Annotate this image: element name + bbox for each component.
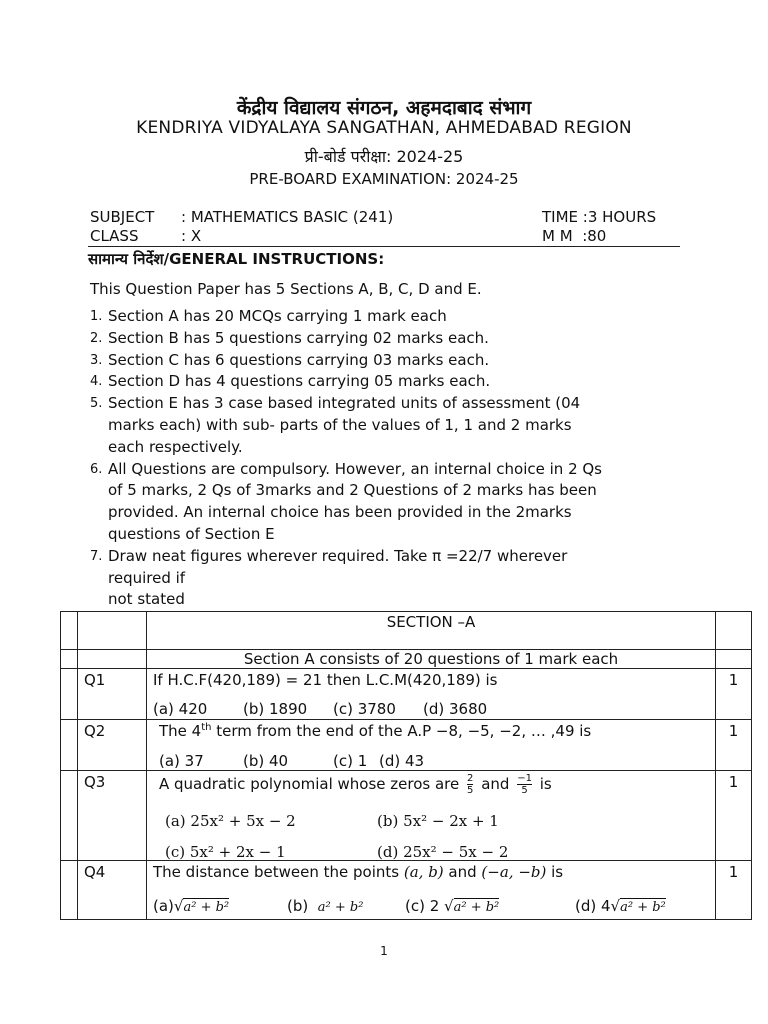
instruction-item: 1. Section A has 20 MCQs carrying 1 mark each [90,307,447,325]
question-number: Q4 [78,861,147,920]
question-marks: 1 [716,669,752,720]
english-exam-title: PRE-BOARD EXAMINATION: 2024-25 [249,170,519,188]
question-marks: 1 [716,861,752,920]
option-b: (b) 1890 [243,700,308,718]
instruction-item: 7. Draw neat figures wherever required. Take π =22/7 wherever required if not stated [90,546,568,609]
fraction-two-fifths: $\frac{2}{5}$ [467,773,474,796]
instruction-item: 3. Section C has 6 questions carrying 03 marks each. [90,350,490,369]
section-title-row [61,612,752,650]
question-number: Q1 [78,669,147,720]
option-b: (b) a² + b² [287,897,364,915]
class-value: : X [181,227,202,245]
question-text: The 4th term from the end of the A.P −8, −5, −2, … ,49 is [159,722,592,740]
option-c: (c) 3780 [333,700,396,718]
question-text: If H.C.F(420,189) = 21 then L.C.M(420,189) is [153,671,498,689]
table-row [61,720,752,771]
instructions-list [90,306,620,611]
option-d: (d) 3680 [423,700,488,718]
page-number: 1 [380,944,388,958]
option-a: (a)√a² + b² [153,897,230,915]
time-label: TIME :3 HOURS [542,208,657,226]
option-c: (c) 1 [333,752,368,770]
max-marks-label: M M :80 [542,227,607,245]
instruction-item: 2. Section B has 5 questions carrying 02 marks each. [90,328,489,347]
general-instructions-heading: सामान्य निर्देश/GENERAL INSTRUCTIONS: [88,250,385,268]
option-b: (b) 40 [243,752,289,770]
subject-value: : MATHEMATICS BASIC (241) [181,208,394,226]
section-description: Section A consists of 20 questions of 1 mark each [147,650,716,669]
header-divider [88,246,680,247]
option-b: (b) 5x² − 2x + 1 [377,812,499,830]
subject-label: SUBJECT [90,208,155,226]
option-c: (c) 5x² + 2x − 1 [165,843,286,861]
table-row [61,771,752,861]
hindi-exam-title: प्री-बोर्ड परीक्षा: 2024-25 [304,147,464,166]
question-marks: 1 [716,720,752,771]
instructions-intro: This Question Paper has 5 Sections A, B, C, D and E. [90,280,482,298]
class-label: CLASS [90,227,139,245]
question-text: A quadratic polynomial whose zeros are $\frac{2}{5}$ and $\frac{-1}{5}$ is [159,773,552,796]
option-d: (d) 43 [379,752,425,770]
section-desc-row [61,650,752,669]
table-row [61,861,752,920]
question-marks: 1 [716,771,752,861]
english-title: KENDRIYA VIDYALAYA SANGATHAN, AHMEDABAD REGION [136,118,632,138]
option-d: (d) 4√a² + b² [575,897,666,915]
instruction-item: 4. Section D has 4 questions carrying 05 marks each. [90,372,491,391]
option-c: (c) 2 √a² + b² [405,897,500,915]
option-a: (a) 420 [153,700,208,718]
question-number: Q3 [78,771,147,861]
option-a: (a) 25x² + 5x − 2 [165,812,296,830]
fraction-minus-one-fifth: $\frac{-1}{5}$ [517,773,532,796]
question-number: Q2 [78,720,147,771]
table-row [61,669,752,720]
instruction-item: 6. All Questions are compulsory. However, an internal choice in 2 Qs of 5 marks, 2 Qs of 3marks and 2 Questions of 2 marks has been provided. An internal choice has been provided in the 2marks questions of Section E [90,459,602,543]
questions-table [60,611,752,920]
instruction-item: 5. Section E has 3 case based integrated units of assessment (04 marks each) with sub- parts of the values of 1, 1 and 2 marks each respectively. [90,394,581,456]
question-text: The distance between the points (a, b) and (−a, −b) is [153,863,564,881]
option-d: (d) 25x² − 5x − 2 [377,843,509,861]
option-a: (a) 37 [159,752,204,770]
section-title: SECTION –A [147,612,716,650]
hindi-title: केंद्रीय विद्यालय संगठन, अहमदाबाद संभाग [236,97,532,119]
